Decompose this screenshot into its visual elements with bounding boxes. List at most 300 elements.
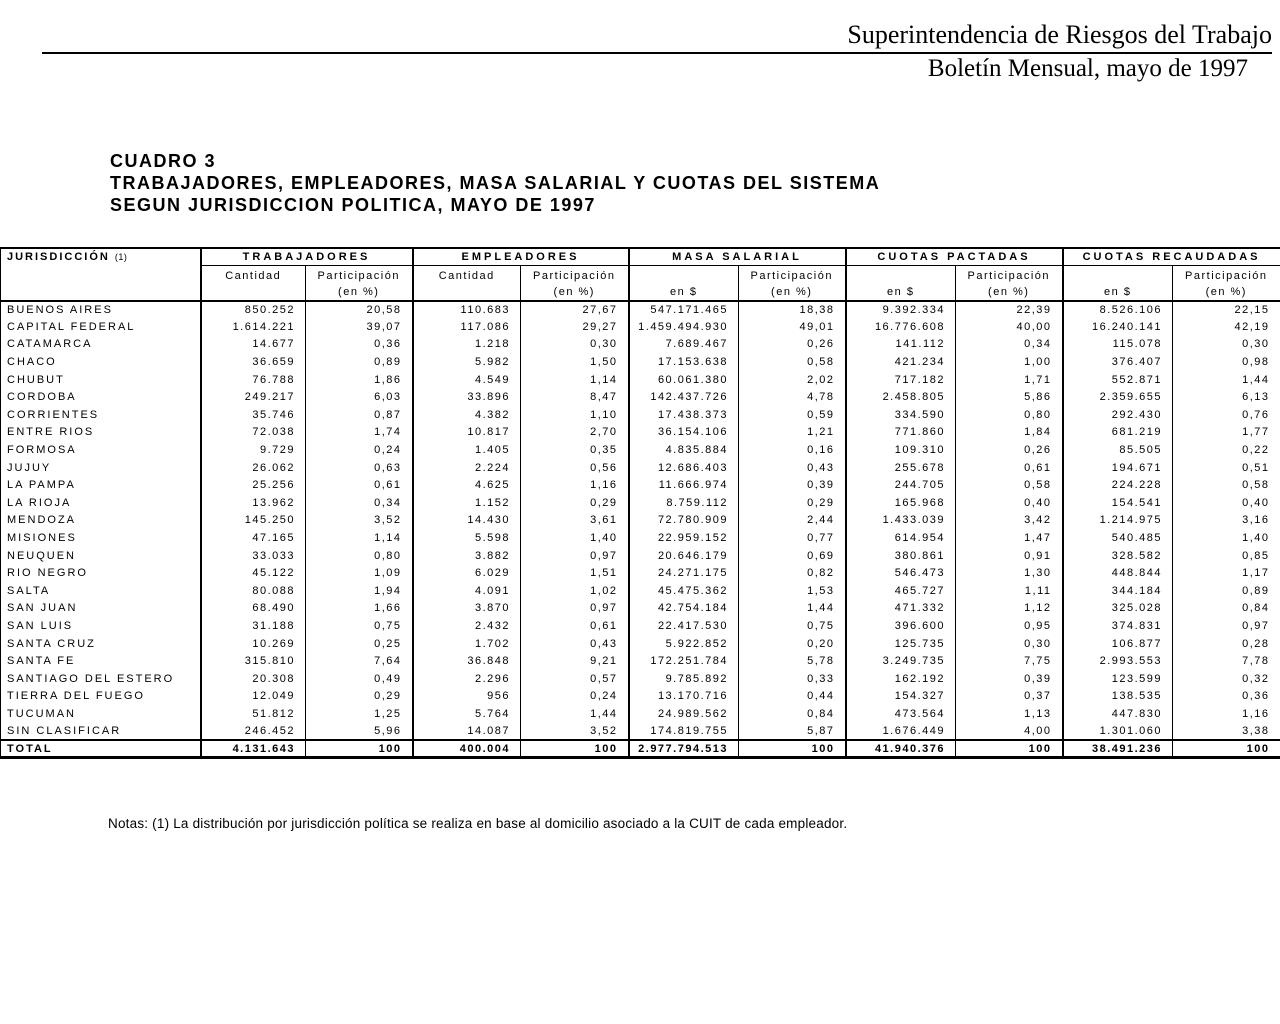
value-cell: 4.131.643 (201, 740, 306, 758)
jurisdiction-cell: LA RIOJA (7, 496, 72, 509)
value-cell: 2.224 (413, 459, 521, 477)
value-cell: 1.433.039 (846, 512, 956, 530)
value-cell: 1,16 (1173, 705, 1280, 723)
footnote: Notas: (1) La distribución por jurisdicción política se realiza en base al domicilio asociado a la CUIT de cada empleador. (108, 816, 848, 831)
value-cell: 681.219 (1063, 424, 1173, 442)
value-cell: 0,89 (306, 353, 413, 371)
value-cell: 1,84 (956, 424, 1063, 442)
value-cell: 3.249.735 (846, 652, 956, 670)
value-cell: 1,66 (306, 600, 413, 618)
value-cell: 123.599 (1063, 670, 1173, 688)
value-cell: 1,13 (956, 705, 1063, 723)
value-cell: 0,82 (739, 564, 846, 582)
table-row (1, 564, 1280, 582)
value-cell: 165.968 (846, 494, 956, 512)
jurisdiction-note-ref: (1) (114, 252, 128, 262)
value-cell: 26.062 (201, 459, 306, 477)
value-cell: 36.154.106 (629, 424, 739, 442)
value-cell: 1,16 (521, 476, 629, 494)
value-cell: 138.535 (1063, 688, 1173, 706)
jurisdiction-cell: CATAMARCA (7, 338, 93, 351)
subheader-pactadas-en-pesos: en $ (846, 265, 956, 301)
jurisdiction-cell: CORDOBA (7, 391, 77, 404)
value-cell: 7,64 (306, 652, 413, 670)
value-cell: 0,24 (306, 441, 413, 459)
value-cell: 0,35 (521, 441, 629, 459)
value-cell: 4,00 (956, 723, 1063, 741)
value-cell: 17.438.373 (629, 406, 739, 424)
value-cell: 106.877 (1063, 635, 1173, 653)
table-row (1, 406, 1280, 424)
value-cell: 376.407 (1063, 353, 1173, 371)
value-cell: 5,78 (739, 652, 846, 670)
table-title-line1: CUADRO 3 (110, 151, 217, 171)
group-header-cuotas-pactadas: CUOTAS PACTADAS (846, 248, 1063, 265)
jurisdiction-cell: SANTIAGO DEL ESTERO (7, 672, 175, 685)
value-cell: 12.049 (201, 688, 306, 706)
value-cell: 0,56 (521, 459, 629, 477)
value-cell: 0,29 (521, 494, 629, 512)
value-cell: 1,09 (306, 564, 413, 582)
value-cell: 0,98 (1173, 353, 1280, 371)
value-cell: 3,42 (956, 512, 1063, 530)
value-cell: 396.600 (846, 617, 956, 635)
value-cell: 1,14 (521, 371, 629, 389)
value-cell: 85.505 (1063, 441, 1173, 459)
value-cell: 1,17 (1173, 564, 1280, 582)
value-cell: 0,22 (1173, 441, 1280, 459)
group-header-cuotas-recaudadas: CUOTAS RECAUDADAS (1063, 248, 1280, 265)
value-cell: 0,44 (739, 688, 846, 706)
value-cell: 400.004 (413, 740, 521, 758)
table-row (1, 652, 1280, 670)
value-cell: 0,29 (306, 688, 413, 706)
value-cell: 194.671 (1063, 459, 1173, 477)
value-cell: 0,51 (1173, 459, 1280, 477)
jurisdiction-cell: CHUBUT (7, 373, 65, 386)
value-cell: 2,44 (739, 512, 846, 530)
table-row (1, 617, 1280, 635)
value-cell: 36.659 (201, 353, 306, 371)
value-cell: 80.088 (201, 582, 306, 600)
value-cell: 0,40 (956, 494, 1063, 512)
value-cell: 72.038 (201, 424, 306, 442)
value-cell: 0,63 (306, 459, 413, 477)
value-cell: 421.234 (846, 353, 956, 371)
value-cell: 0,61 (521, 617, 629, 635)
value-cell: 145.250 (201, 512, 306, 530)
value-cell: 244.705 (846, 476, 956, 494)
value-cell: 447.830 (1063, 705, 1173, 723)
table-row (1, 600, 1280, 618)
value-cell: 0,30 (956, 635, 1063, 653)
value-cell: 0,84 (1173, 600, 1280, 618)
table-row (1, 476, 1280, 494)
value-cell: 4,78 (739, 388, 846, 406)
value-cell: 22.417.530 (629, 617, 739, 635)
group-header-trabajadores: TRABAJADORES (201, 248, 413, 265)
letterhead (42, 20, 1272, 83)
jurisdiction-cell: TIERRA DEL FUEGO (7, 690, 145, 703)
value-cell: 25.256 (201, 476, 306, 494)
value-cell: 5,96 (306, 723, 413, 741)
table-title-line2: TRABAJADORES, EMPLEADORES, MASA SALARIAL Y CUOTAS DEL SISTEMA (110, 173, 881, 193)
value-cell: 10.817 (413, 424, 521, 442)
table-title-line3: SEGUN JURISDICCION POLITICA, MAYO DE 1997 (110, 195, 596, 215)
table-row (1, 512, 1280, 530)
value-cell: 471.332 (846, 600, 956, 618)
value-cell: 0,36 (306, 336, 413, 354)
value-cell: 1.405 (413, 441, 521, 459)
jurisdiction-cell: NEUQUEN (7, 549, 77, 562)
value-cell: 42.754.184 (629, 600, 739, 618)
jurisdiction-cell: ENTRE RIOS (7, 426, 95, 439)
subheader-masa-en-pesos: en $ (629, 265, 739, 301)
statistics-table (0, 247, 1280, 759)
value-cell: 8,47 (521, 388, 629, 406)
table-row (1, 635, 1280, 653)
value-cell: 0,76 (1173, 406, 1280, 424)
value-cell: 72.780.909 (629, 512, 739, 530)
value-cell: 142.437.726 (629, 388, 739, 406)
value-cell: 292.430 (1063, 406, 1173, 424)
value-cell: 0,87 (306, 406, 413, 424)
value-cell: 117.086 (413, 318, 521, 336)
value-cell: 6,03 (306, 388, 413, 406)
subheader-pactadas-participacion: Participación (en %) (956, 265, 1063, 301)
value-cell: 38.491.236 (1063, 740, 1173, 758)
value-cell: 6,13 (1173, 388, 1280, 406)
value-cell: 249.217 (201, 388, 306, 406)
value-cell: 20.646.179 (629, 547, 739, 565)
value-cell: 1,94 (306, 582, 413, 600)
value-cell: 473.564 (846, 705, 956, 723)
value-cell: 1.676.449 (846, 723, 956, 741)
table-row (1, 582, 1280, 600)
value-cell: 325.028 (1063, 600, 1173, 618)
value-cell: 334.590 (846, 406, 956, 424)
value-cell: 0,97 (521, 600, 629, 618)
jurisdiction-cell: FORMOSA (7, 444, 77, 457)
value-cell: 0,95 (956, 617, 1063, 635)
value-cell: 1,44 (521, 705, 629, 723)
value-cell: 20.308 (201, 670, 306, 688)
value-cell: 1.459.494.930 (629, 318, 739, 336)
value-cell: 13.170.716 (629, 688, 739, 706)
value-cell: 614.954 (846, 529, 956, 547)
value-cell: 11.666.974 (629, 476, 739, 494)
value-cell: 16.240.141 (1063, 318, 1173, 336)
value-cell: 5.598 (413, 529, 521, 547)
value-cell: 1,44 (1173, 371, 1280, 389)
table-row (1, 670, 1280, 688)
value-cell: 100 (306, 740, 413, 758)
jurisdiction-cell: SIN CLASIFICAR (7, 725, 122, 738)
value-cell: 2.432 (413, 617, 521, 635)
value-cell: 0,57 (521, 670, 629, 688)
value-cell: 0,58 (739, 353, 846, 371)
value-cell: 0,49 (306, 670, 413, 688)
value-cell: 1.152 (413, 494, 521, 512)
value-cell: 4.091 (413, 582, 521, 600)
value-cell: 1,21 (739, 424, 846, 442)
value-cell: 9.785.892 (629, 670, 739, 688)
value-cell: 0,16 (739, 441, 846, 459)
jurisdiction-cell: TUCUMAN (7, 707, 76, 720)
value-cell: 5.922.852 (629, 635, 739, 653)
value-cell: 76.788 (201, 371, 306, 389)
value-cell: 0,85 (1173, 547, 1280, 565)
jurisdiction-cell: CORRIENTES (7, 408, 100, 421)
value-cell: 1,47 (956, 529, 1063, 547)
value-cell: 0,97 (1173, 617, 1280, 635)
table-row (1, 529, 1280, 547)
value-cell: 33.033 (201, 547, 306, 565)
value-cell: 45.475.362 (629, 582, 739, 600)
value-cell: 0,26 (956, 441, 1063, 459)
value-cell: 0,61 (956, 459, 1063, 477)
value-cell: 60.061.380 (629, 371, 739, 389)
value-cell: 0,25 (306, 635, 413, 653)
jurisdiction-cell: JUJUY (7, 461, 52, 474)
value-cell: 110.683 (413, 301, 521, 319)
value-cell: 0,69 (739, 547, 846, 565)
value-cell: 7,75 (956, 652, 1063, 670)
value-cell: 2,70 (521, 424, 629, 442)
value-cell: 1,30 (956, 564, 1063, 582)
value-cell: 1,25 (306, 705, 413, 723)
table-row (1, 547, 1280, 565)
value-cell: 29,27 (521, 318, 629, 336)
value-cell: 255.678 (846, 459, 956, 477)
value-cell: 22,39 (956, 301, 1063, 319)
value-cell: 42,19 (1173, 318, 1280, 336)
value-cell: 1,53 (739, 582, 846, 600)
value-cell: 17.153.638 (629, 353, 739, 371)
jurisdiction-cell: LA PAMPA (7, 479, 76, 492)
value-cell: 5,87 (739, 723, 846, 741)
value-cell: 0,80 (956, 406, 1063, 424)
table-row (1, 318, 1280, 336)
value-cell: 9.729 (201, 441, 306, 459)
jurisdiction-column-header (1, 248, 201, 301)
value-cell: 1.214.975 (1063, 512, 1173, 530)
value-cell: 51.812 (201, 705, 306, 723)
value-cell: 0,32 (1173, 670, 1280, 688)
value-cell: 0,58 (1173, 476, 1280, 494)
value-cell: 39,07 (306, 318, 413, 336)
value-cell: 24.989.562 (629, 705, 739, 723)
subheader-recaudadas-en-pesos: en $ (1063, 265, 1173, 301)
value-cell: 315.810 (201, 652, 306, 670)
value-cell: 0,30 (521, 336, 629, 354)
value-cell: 109.310 (846, 441, 956, 459)
value-cell: 0,84 (739, 705, 846, 723)
value-cell: 1.301.060 (1063, 723, 1173, 741)
value-cell: 68.490 (201, 600, 306, 618)
value-cell: 771.860 (846, 424, 956, 442)
value-cell: 100 (956, 740, 1063, 758)
table-row (1, 388, 1280, 406)
value-cell: 0,34 (956, 336, 1063, 354)
value-cell: 0,77 (739, 529, 846, 547)
value-cell: 4.835.884 (629, 441, 739, 459)
table-row (1, 494, 1280, 512)
table-title (110, 150, 880, 216)
value-cell: 1,71 (956, 371, 1063, 389)
value-cell: 1.218 (413, 336, 521, 354)
value-cell: 125.735 (846, 635, 956, 653)
value-cell: 0,43 (739, 459, 846, 477)
value-cell: 1,74 (306, 424, 413, 442)
value-cell: 6.029 (413, 564, 521, 582)
value-cell: 448.844 (1063, 564, 1173, 582)
value-cell: 31.188 (201, 617, 306, 635)
value-cell: 1,44 (739, 600, 846, 618)
subheader-trabajadores-cantidad: Cantidad (201, 265, 306, 301)
value-cell: 0,97 (521, 547, 629, 565)
value-cell: 0,33 (739, 670, 846, 688)
value-cell: 36.848 (413, 652, 521, 670)
value-cell: 1,02 (521, 582, 629, 600)
total-row (1, 740, 1280, 758)
value-cell: 24.271.175 (629, 564, 739, 582)
jurisdiction-cell: BUENOS AIRES (7, 303, 113, 316)
value-cell: 0,26 (739, 336, 846, 354)
value-cell: 3,61 (521, 512, 629, 530)
value-cell: 0,29 (739, 494, 846, 512)
value-cell: 174.819.755 (629, 723, 739, 741)
value-cell: 2.977.794.513 (629, 740, 739, 758)
table-row (1, 301, 1280, 319)
value-cell: 0,20 (739, 635, 846, 653)
value-cell: 100 (1173, 740, 1280, 758)
value-cell: 1,86 (306, 371, 413, 389)
value-cell: 2,02 (739, 371, 846, 389)
value-cell: 5,86 (956, 388, 1063, 406)
value-cell: 0,28 (1173, 635, 1280, 653)
value-cell: 1,40 (521, 529, 629, 547)
value-cell: 2.296 (413, 670, 521, 688)
value-cell: 4.382 (413, 406, 521, 424)
jurisdiction-cell: MISIONES (7, 532, 77, 545)
value-cell: 0,36 (1173, 688, 1280, 706)
table-row (1, 371, 1280, 389)
value-cell: 33.896 (413, 388, 521, 406)
table-row (1, 424, 1280, 442)
value-cell: 3.870 (413, 600, 521, 618)
value-cell: 0,58 (956, 476, 1063, 494)
value-cell: 172.251.784 (629, 652, 739, 670)
bulletin-title: Boletín Mensual, mayo de 1997 (927, 55, 1248, 82)
value-cell: 162.192 (846, 670, 956, 688)
group-header-row (1, 248, 1280, 265)
value-cell: 18,38 (739, 301, 846, 319)
value-cell: 12.686.403 (629, 459, 739, 477)
value-cell: 1,14 (306, 529, 413, 547)
value-cell: 0,75 (739, 617, 846, 635)
value-cell: 3,52 (306, 512, 413, 530)
value-cell: 1,51 (521, 564, 629, 582)
value-cell: 540.485 (1063, 529, 1173, 547)
table-row (1, 336, 1280, 354)
value-cell: 224.228 (1063, 476, 1173, 494)
jurisdiction-cell: SAN LUIS (7, 619, 74, 632)
table-row (1, 459, 1280, 477)
value-cell: 0,34 (306, 494, 413, 512)
value-cell: 154.327 (846, 688, 956, 706)
jurisdiction-header-label: JURISDICCIÓN (7, 251, 110, 263)
value-cell: 3,16 (1173, 512, 1280, 530)
subheader-empleadores-participacion: Participación (en %) (521, 265, 629, 301)
value-cell: 0,80 (306, 547, 413, 565)
value-cell: 0,37 (956, 688, 1063, 706)
group-header-masa-salarial: MASA SALARIAL (629, 248, 846, 265)
value-cell: 546.473 (846, 564, 956, 582)
value-cell: 9.392.334 (846, 301, 956, 319)
subheader-trabajadores-participacion: Participación (en %) (306, 265, 413, 301)
value-cell: 3,52 (521, 723, 629, 741)
table-row (1, 723, 1280, 741)
subheader-recaudadas-participacion: Participación (en %) (1173, 265, 1280, 301)
value-cell: 49,01 (739, 318, 846, 336)
value-cell: 0,89 (1173, 582, 1280, 600)
value-cell: 0,24 (521, 688, 629, 706)
value-cell: 344.184 (1063, 582, 1173, 600)
value-cell: 956 (413, 688, 521, 706)
value-cell: 1,50 (521, 353, 629, 371)
value-cell: 100 (739, 740, 846, 758)
value-cell: 8.526.106 (1063, 301, 1173, 319)
value-cell: 374.831 (1063, 617, 1173, 635)
value-cell: 0,61 (306, 476, 413, 494)
value-cell: 35.746 (201, 406, 306, 424)
value-cell: 0,91 (956, 547, 1063, 565)
value-cell: 16.776.608 (846, 318, 956, 336)
table-row (1, 353, 1280, 371)
value-cell: 0,43 (521, 635, 629, 653)
value-cell: 40,00 (956, 318, 1063, 336)
value-cell: 0,30 (1173, 336, 1280, 354)
value-cell: 0,39 (956, 670, 1063, 688)
value-cell: 2.458.805 (846, 388, 956, 406)
jurisdiction-cell: CHACO (7, 356, 57, 369)
value-cell: 1.614.221 (201, 318, 306, 336)
table-row (1, 441, 1280, 459)
value-cell: 5.982 (413, 353, 521, 371)
jurisdiction-cell: SALTA (7, 584, 51, 597)
subheader-masa-participacion: Participación (en %) (739, 265, 846, 301)
value-cell: 552.871 (1063, 371, 1173, 389)
value-cell: 100 (521, 740, 629, 758)
jurisdiction-cell: RIO NEGRO (7, 567, 88, 580)
value-cell: 8.759.112 (629, 494, 739, 512)
value-cell: 22.959.152 (629, 529, 739, 547)
table-row (1, 688, 1280, 706)
value-cell: 14.087 (413, 723, 521, 741)
value-cell: 45.122 (201, 564, 306, 582)
value-cell: 1.702 (413, 635, 521, 653)
value-cell: 141.112 (846, 336, 956, 354)
value-cell: 380.861 (846, 547, 956, 565)
value-cell: 154.541 (1063, 494, 1173, 512)
jurisdiction-cell: TOTAL (1, 740, 201, 758)
value-cell: 2.993.553 (1063, 652, 1173, 670)
value-cell: 14.677 (201, 336, 306, 354)
value-cell: 717.182 (846, 371, 956, 389)
value-cell: 850.252 (201, 301, 306, 319)
value-cell: 0,59 (739, 406, 846, 424)
